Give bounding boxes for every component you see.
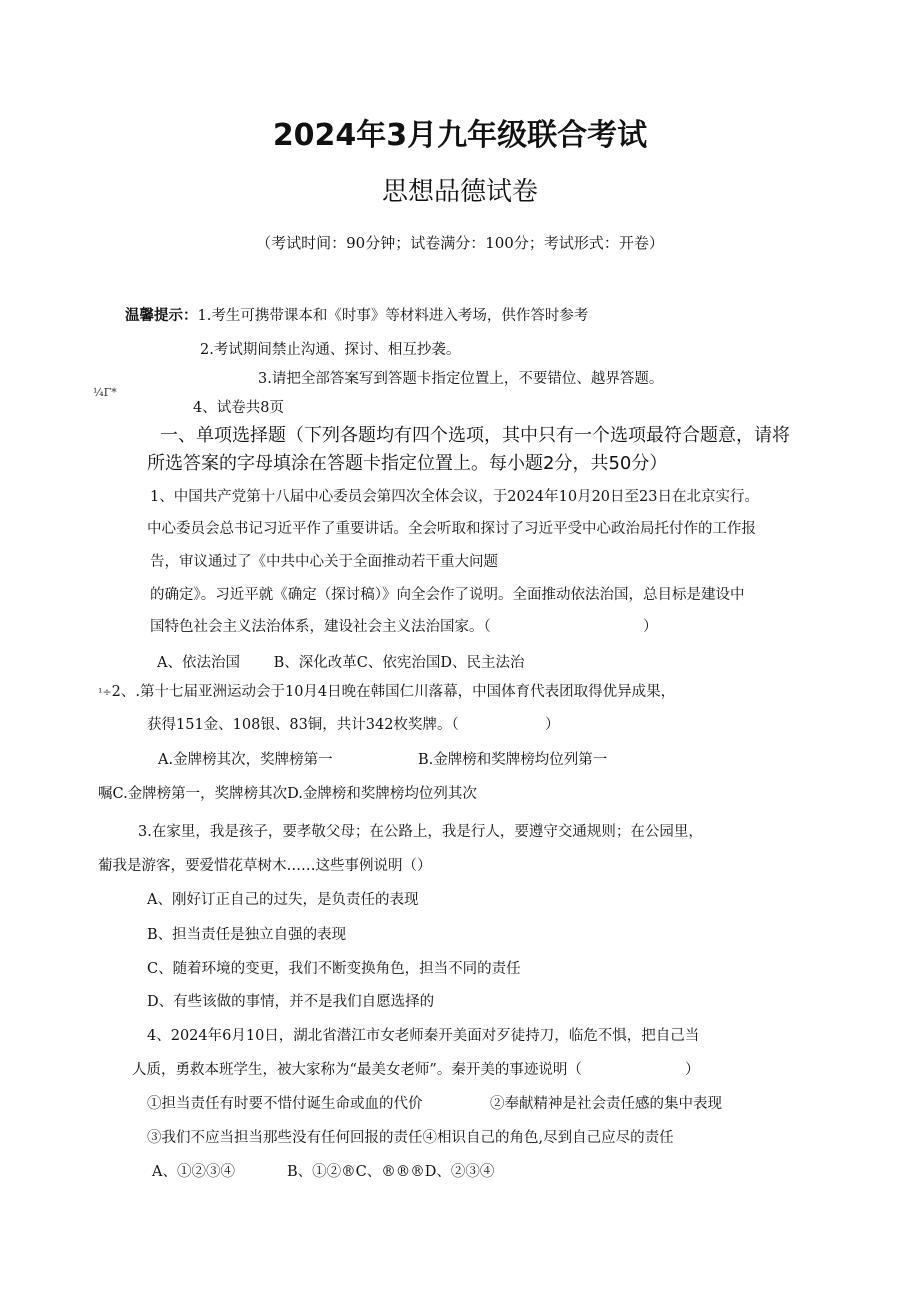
exam-subtitle: 思想品德试卷 — [381, 177, 538, 207]
tips-line-1 — [125, 307, 588, 325]
q3-line-2: 葡我是游客，要爱惜花草树木……这些事例说明（） — [98, 858, 432, 874]
q2-answer-close: ） — [545, 717, 560, 733]
q2-line-1 — [98, 683, 675, 702]
q1-line-2: 中心委员会总书记习近平作了重要讲话。全会听取和探讨了习近平受中心政治局托付作的工作报 — [147, 521, 756, 537]
section-1-heading-line-1: 一、单项选择题（下列各题均有四个选项，其中只有一个选项最符合题意，请将 — [160, 425, 790, 446]
q2-line-2: 获得151金、108银、83铜，共计342枚奖牌。（ — [147, 717, 459, 733]
q3-option-c: C、随着环境的变更，我们不断变换角色，担当不同的责任 — [147, 961, 521, 977]
q3-line-1: 3.在家里，我是孩子，要孝敬父母；在公路上，我是行人，要遵守交通规则；在公园里， — [138, 824, 703, 840]
q1-line-3: 告，审议通过了《中共中心关于全面推动若干重大问题 — [150, 554, 498, 570]
exam-title: 2024年3月九年级联合考试 — [272, 118, 648, 153]
section-1-heading-line-2: 所选答案的字母填涂在答题卡指定位置上。每小题2分，共50分） — [147, 453, 668, 474]
q3-option-b: B、担当责任是独立自强的表现 — [147, 927, 347, 943]
q4-line-2: 人质，勇救本班学生，被大家称为“最美女老师”。秦开美的事迹说明（ — [132, 1062, 582, 1078]
tip-item-1: 1.考生可携带课本和《时事》等材料进入考场，供作答时参考 — [197, 308, 589, 324]
q4-answer-close: ） — [685, 1062, 700, 1078]
q2-options-cd: 嘱C.金牌榜第一，奖牌榜其次D.金牌榜和奖牌榜均位列其次 — [98, 786, 477, 802]
q2-stem: 2、.第十七届亚洲运动会于10月4日晚在韩国仁川落幕，中国体育代表团取得优异成果， — [111, 684, 676, 700]
q4-options-bcd: B、①②®C、®®®D、②③④ — [287, 1164, 495, 1180]
q1-answer-close: ） — [643, 619, 658, 635]
q2-prefix-mark: ¹÷ — [98, 686, 112, 699]
q1-options: A、依法治国 B、深化改革C、依宪治国D、民主法治 — [157, 655, 525, 671]
stray-mark: ¼Γ* — [93, 386, 117, 399]
tips-label: 温馨提示： — [125, 308, 198, 324]
q4-option-a: A、①②③④ — [152, 1164, 235, 1180]
q4-statement-1: ①担当责任有时要不惜付诞生命或血的代价 — [147, 1096, 423, 1112]
tip-item-2: 2.考试期间禁止沟通、探讨、相互抄袭。 — [200, 342, 461, 358]
q3-option-d: D、有些该做的事情，并不是我们自愿选择的 — [147, 994, 435, 1010]
q4-statements-3-4: ③我们不应当担当那些没有任何回报的责任④相识自己的角色,尽到自己应尽的责任 — [147, 1130, 674, 1146]
exam-info: （考试时间：90分钟；试卷满分：100分；考试形式：开卷） — [256, 234, 664, 252]
q2-option-a: A.金牌榜其次，奖牌榜第一 — [158, 752, 333, 768]
q1-line-5: 国特色社会主义法治体系，建设社会主义法治国家。（ — [150, 619, 491, 635]
tip-item-4: 4、试卷共8页 — [193, 400, 284, 416]
q2-option-b: B.金牌榜和奖牌榜均位列第一 — [418, 752, 608, 768]
q4-line-1: 4、2024年6月10日，湖北省潜江市女老师秦开美面对歹徒持刀，临危不惧，把自己当 — [147, 1028, 700, 1044]
q4-statement-2: ②奉献精神是社会责任感的集中表现 — [490, 1096, 722, 1112]
q3-option-a: A、刚好订正自己的过失，是负责任的表现 — [147, 892, 419, 908]
q1-line-4: 的确定》。习近平就《确定（探讨稿）》向全会作了说明。全面推动依法治国，总目标是建设中 — [150, 587, 745, 603]
q1-line-1: 1、中国共产党第十八届中心委员会第四次全体会议，于2024年10月20日至23日在北京实行。 — [150, 489, 759, 505]
tip-item-3: 3.请把全部答案写到答题卡指定位置上，不要错位、越界答题。 — [258, 371, 664, 387]
